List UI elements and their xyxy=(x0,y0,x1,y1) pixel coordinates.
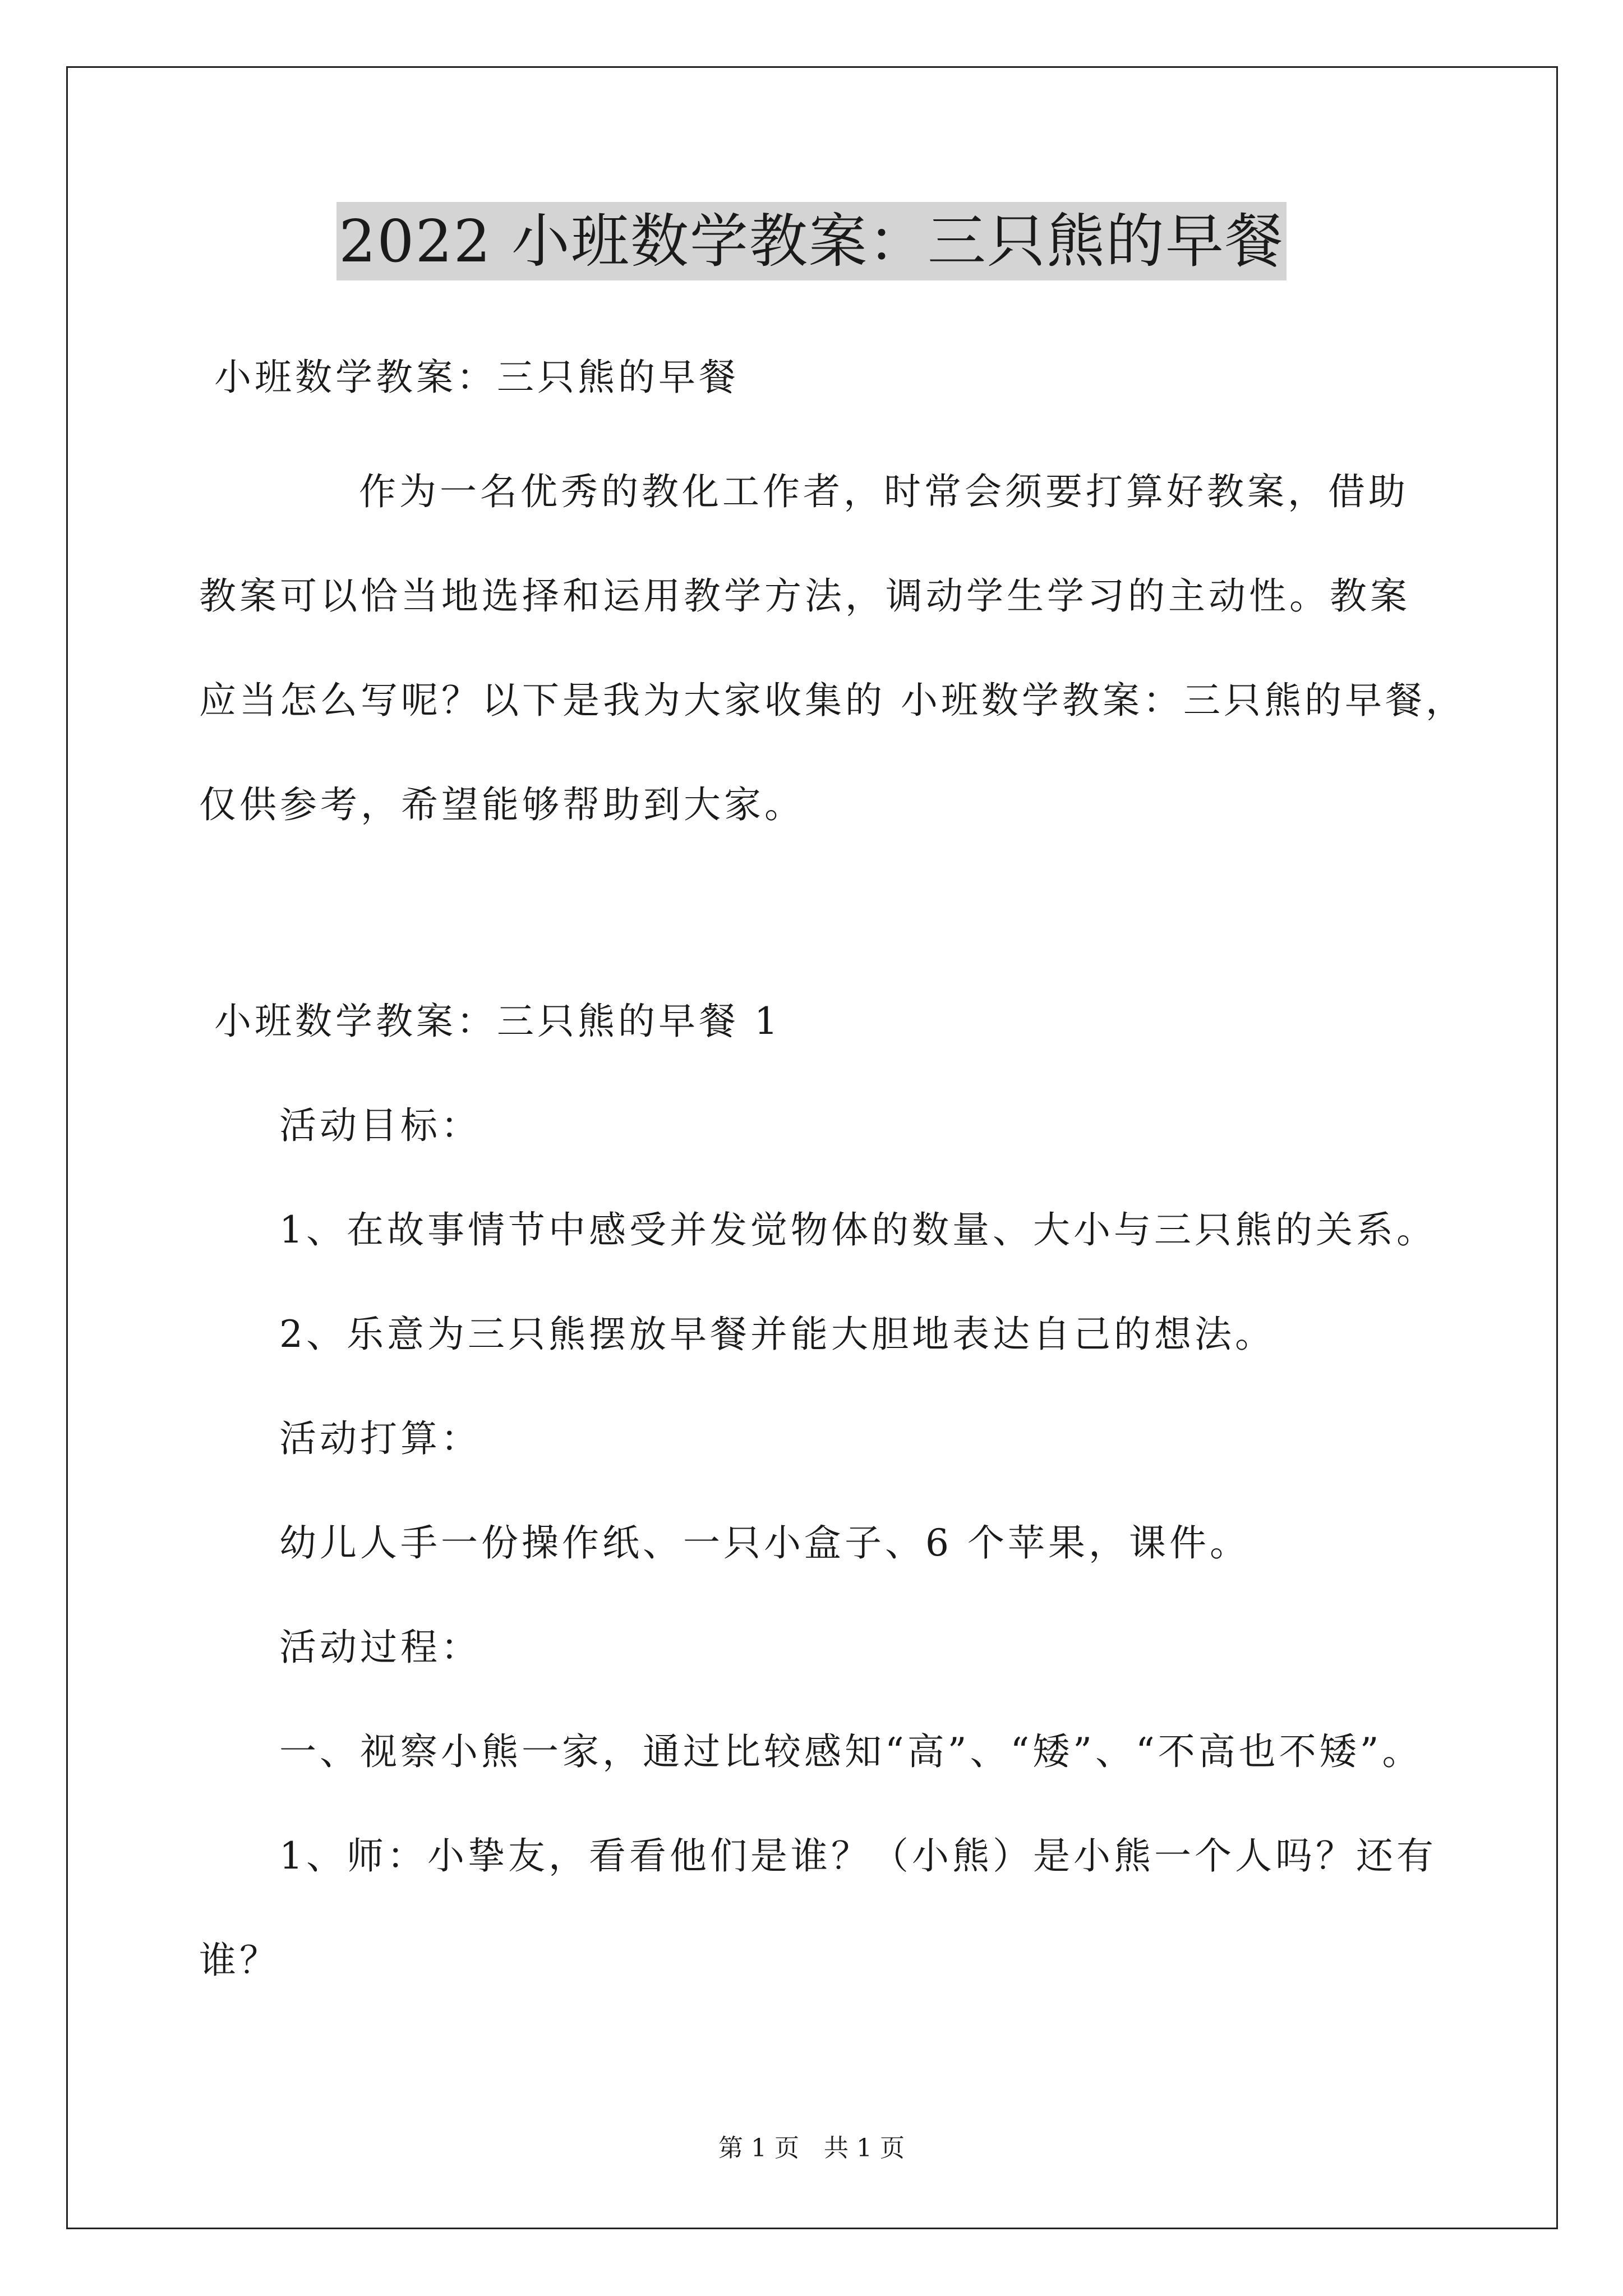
paragraph-line: 教案可以恰当地选择和运用教学方法，调动学生学习的主动性。教案 xyxy=(199,574,1410,618)
subtitle-line: 小班数学教案：三只熊的早餐 xyxy=(214,356,739,399)
paragraph-line: 活动目标： xyxy=(279,1104,481,1147)
paragraph-line: 一、视察小熊一家，通过比较感知“高”、“矮”、“不高也不矮”。 xyxy=(279,1730,1423,1773)
paragraph-line: 2、乐意为三只熊摆放早餐并能大胆地表达自己的想法。 xyxy=(279,1313,1275,1356)
paragraph-line: 谁？ xyxy=(199,1939,280,1982)
paragraph-line: 幼儿人手一份操作纸、一只小盒子、6 个苹果，课件。 xyxy=(279,1521,1250,1565)
paragraph-line: 1、在故事情节中感受并发觉物体的数量、大小与三只熊的关系。 xyxy=(279,1208,1437,1251)
section-heading: 小班数学教案：三只熊的早餐 1 xyxy=(214,1000,781,1043)
paragraph-line: 应当怎么写呢？以下是我为大家收集的 小班数学教案：三只熊的早餐， xyxy=(199,679,1466,722)
paragraph-line: 活动打算： xyxy=(279,1417,481,1460)
paragraph-line: 作为一名优秀的教化工作者，时常会须要打算好教案，借助 xyxy=(359,470,1409,513)
paragraph-line: 1、师：小挚友，看看他们是谁？（小熊）是小熊一个人吗？还有 xyxy=(279,1834,1437,1878)
paragraph-line: 仅供参考，希望能够帮助到大家。 xyxy=(199,783,805,826)
document-title: 2022 小班数学教案：三只熊的早餐 xyxy=(336,202,1287,280)
title-container xyxy=(0,202,1623,280)
page-footer: 第 1 页 共 1 页 xyxy=(718,2134,905,2162)
paragraph-line: 活动过程： xyxy=(279,1626,481,1669)
